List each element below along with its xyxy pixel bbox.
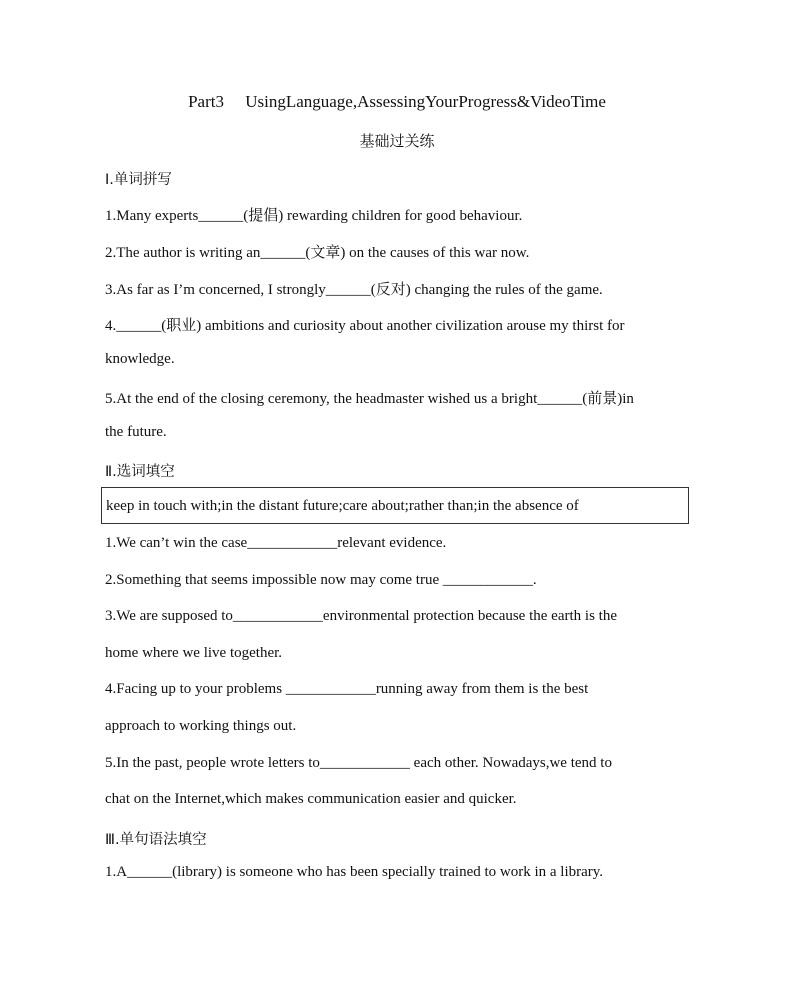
exercise-line-continued: knowledge.	[105, 351, 175, 367]
section-heading-1: Ⅰ.单词拼写	[105, 172, 172, 188]
exercise-line: 5.At the end of the closing ceremony, the headmaster wished us a bright______(前景)in	[105, 391, 634, 407]
exercise-line: 2.The author is writing an______(文章) on the causes of this war now.	[105, 245, 530, 261]
word-bank-text: keep in touch with;in the distant future;care about;rather than;in the absence of	[106, 498, 579, 514]
page-title: Part3 UsingLanguage,AssessingYourProgress&VideoTime	[188, 92, 606, 111]
exercise-line: 4.Facing up to your problems ____________running away from them is the best	[105, 681, 589, 697]
exercise-line: 4.______(职业) ambitions and curiosity about another civilization arouse my thirst for	[105, 318, 625, 334]
exercise-line-continued: approach to working things out.	[105, 718, 297, 734]
section-heading-2: Ⅱ.选词填空	[105, 464, 175, 480]
word-bank-box	[101, 487, 689, 524]
exercise-line: 3.As far as I’m concerned, I strongly______(反对) changing the rules of the game.	[105, 282, 603, 298]
exercise-line: 2.Something that seems impossible now may come true ____________.	[105, 572, 537, 588]
exercise-line: 1.A______(library) is someone who has been specially trained to work in a library.	[105, 864, 604, 880]
exercise-line-continued: home where we live together.	[105, 645, 283, 661]
exercise-line: 1.Many experts______(提倡) rewarding children for good behaviour.	[105, 208, 523, 224]
page-subtitle: 基础过关练	[359, 132, 435, 150]
exercise-line-continued: chat on the Internet,which makes communication easier and quicker.	[105, 791, 517, 807]
exercise-line-continued: the future.	[105, 424, 167, 440]
exercise-line: 1.We can’t win the case____________relevant evidence.	[105, 535, 447, 551]
exercise-line: 5.In the past, people wrote letters to____________ each other. Nowadays,we tend to	[105, 755, 612, 771]
exercise-line: 3.We are supposed to____________environmental protection because the earth is the	[105, 608, 617, 624]
section-heading-3: Ⅲ.单句语法填空	[105, 832, 207, 848]
